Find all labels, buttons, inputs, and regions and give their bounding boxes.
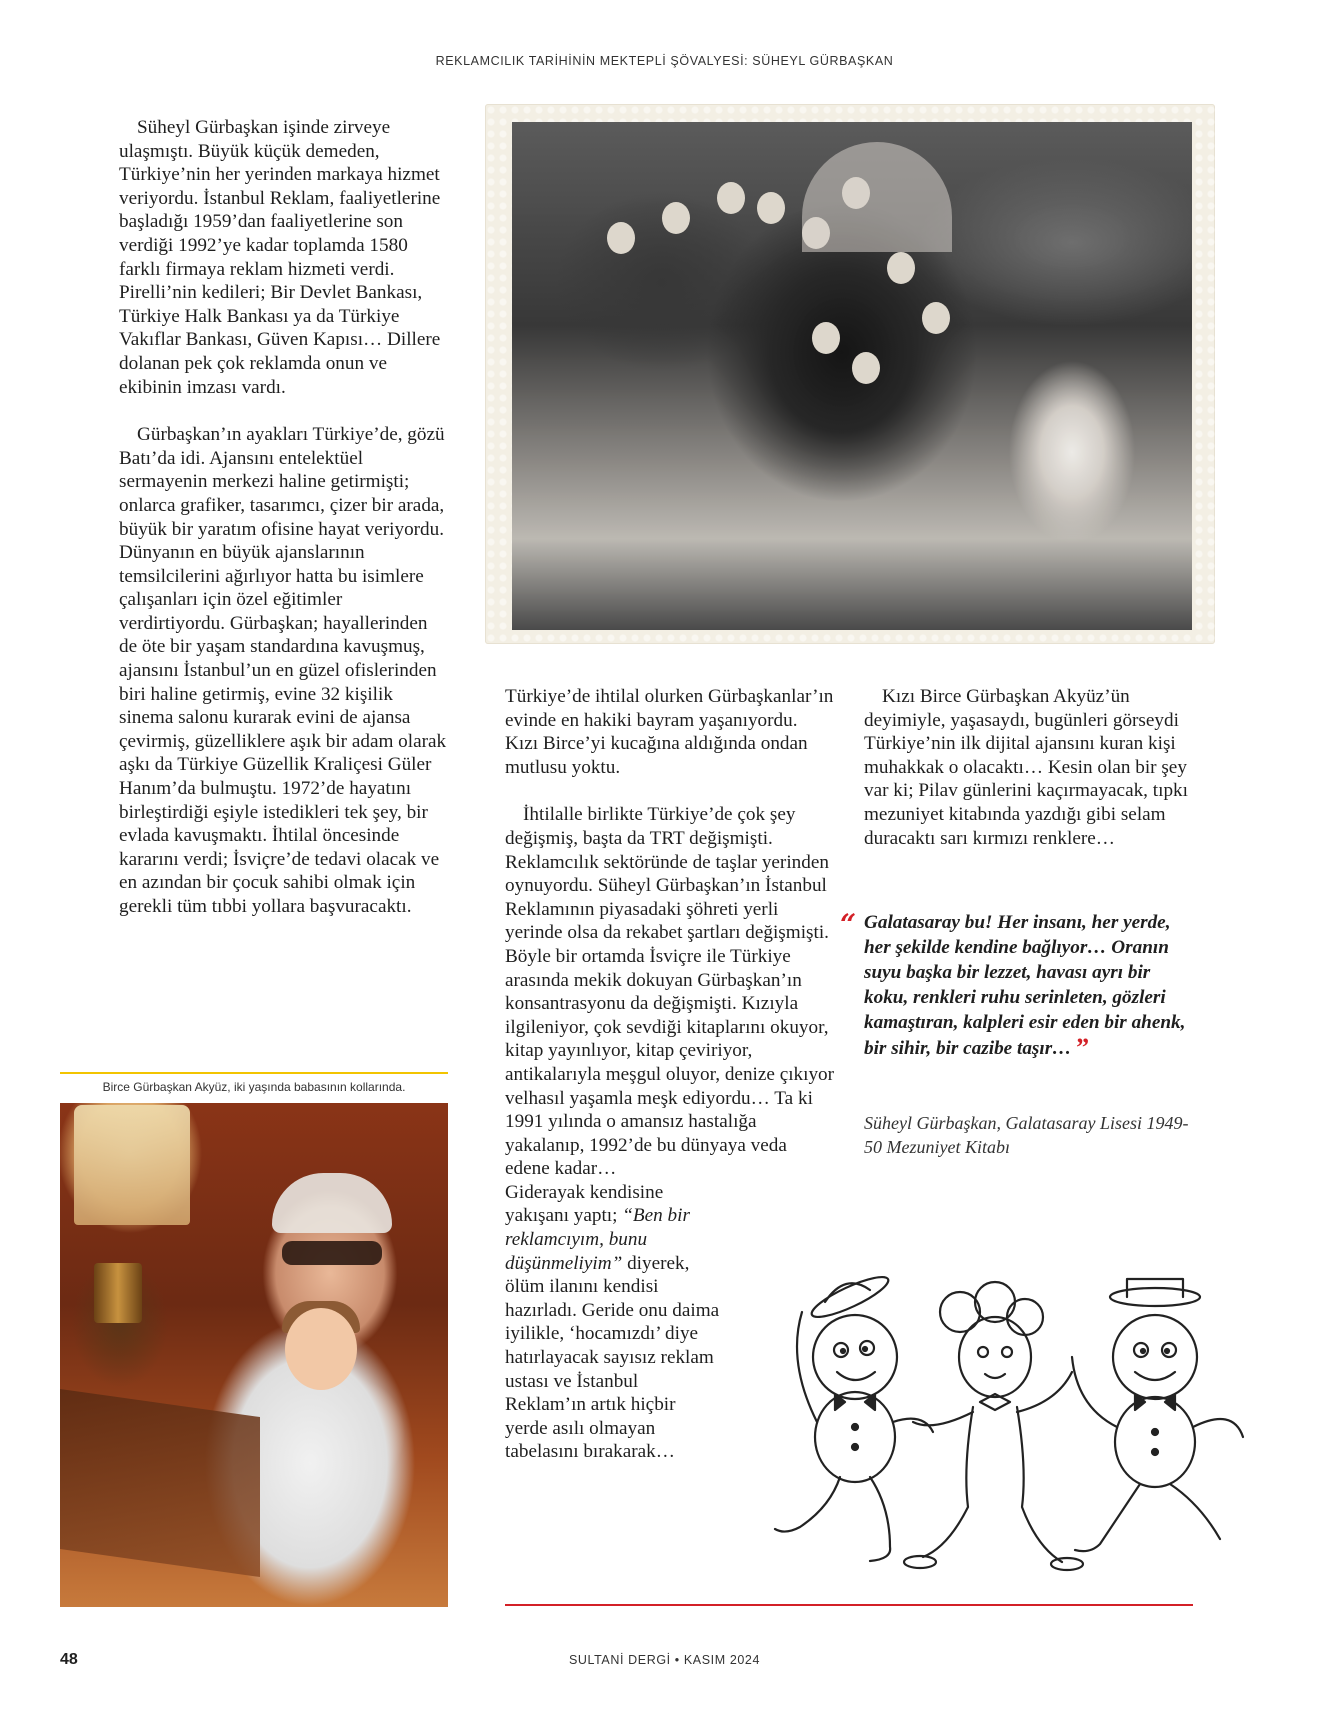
group-photo [512,122,1192,630]
paragraph: Gürbaşkan’ın ayakları Türkiye’de, gözü Batı’da idi. Ajansını entelektüel sermayenin merkezi haline getirmişti; onlarca grafiker, tasarımcı, çizer bir arada, büyük bir yaratım ofisine hayat veriyordu. Dünyanın en büyük ajanslarının temsilcilerini ağırlıyor hatta bu isimlere çalışanları için özel eğitimler verdirtiyordu. Gürbaşkan; hayallerinden de öte bir yaşam standardına kavuşmuş, ajansını İstanbul’un en güzel ofislerinden biri haline getirmiş, evine 32 kişilik sinema salonu kurarak evini de ajansa çevirmiş, güzelliklere aşık bir adam olarak aşkı da Türkiye Güzellik Kraliçesi Güler Hanım’da bulmuştu. 1972’de hayatını birleştirdiği eşiyle istedikleri tek şey, bir evlada kavuşmaktı. İhtilal öncesinde kararını verdi; İsviçre’de tedavi olacak ve en azından bir çocuk sahibi olmak için gerekli tüm tıbbi yollara başvuracaktı. [119,424,447,917]
open-quote-mark: “ [840,908,857,941]
paragraph-text: Giderayak kendisine yakışanı yaptı; [505,1181,664,1227]
table [60,1389,260,1577]
photo-figure [887,252,915,284]
running-head: REKLAMCILIK TARİHİNİN MEKTEPLİ ŞÖVALYESİ: SÜHEYL GÜRBAŞKAN [435,54,894,68]
pull-quote-text-wrap [842,910,1187,1061]
photo-figure [717,182,745,214]
baby-face [285,1308,357,1390]
paragraph-text: diyerek, ölüm ilanını kendisi hazırladı. Geride onu daima iyilikle, ‘hocamızdı’ diye hatırlayacak sayısız reklam ustası ve İstanbul Reklam’ın artık hiçbir yerde asılı olmayan tabelasını bırakarak… [505,1252,720,1463]
sunglasses [282,1241,382,1265]
group-photo-frame [485,104,1215,644]
publication-footer: SULTANİ DERGİ • KASIM 2024 [568,1653,761,1667]
photo-caption: Birce Gürbaşkan Akyüz, iki yaşında babasının kollarında. [102,1080,406,1094]
article-column-3 [864,685,1204,874]
pull-quote [842,910,1187,1061]
quote-attribution: Süheyl Gürbaşkan, Galatasaray Lisesi 1949-50 Mezuniyet Kitabı [864,1113,1189,1157]
bottom-red-rule [505,1604,1193,1606]
photo-figure [852,352,880,384]
lamp-base [94,1263,142,1323]
close-quote-mark: ” [1076,1033,1090,1062]
paragraph: Kızı Birce Gürbaşkan Akyüz’ün deyimiyle, yaşasaydı, bugünleri görseydi Türkiye’nin ilk dijital ajansını kuran kişi muhakkak o olacaktı… Kesin olan bir şey var ki; Pilav günlerini kaçırmayacak, tıpkı mezuniyet kitabında yazdığı gibi selam duracaktı sarı kırmızı renklere… [864,686,1188,849]
caption-rule [60,1072,448,1074]
photo-figure [842,177,870,209]
lamp-shade [74,1105,190,1225]
photo-figure [922,302,950,334]
photo-figure [802,217,830,249]
photo-figure [757,192,785,224]
cartoon-middle-character [904,1282,1083,1570]
paragraph: Süheyl Gürbaşkan işinde zirveye ulaşmıştı. Büyük küçük demeden, Türkiye’nin her yerinden markaya hizmet veriyordu. İstanbul Reklam, faaliyetlerine başladığı 1959’dan faaliyetlerine son verdiği 1992’ye kadar toplamda 1580 farklı firmaya reklam hizmeti verdi. Pirelli’nin kedileri; Bir Devlet Bankası, Türkiye Halk Bankası ya da Türkiye Vakıflar Bankası, Güven Kapısı… Dillere dolanan pek çok reklamda onun ve ekibinin imzası vardı. [119,117,441,398]
cartoon-right-character [1072,1279,1243,1551]
cartoon-left-character [775,1270,933,1561]
page-number: 48 [60,1651,78,1668]
photo-figure [812,322,840,354]
father-daughter-photo [60,1103,448,1607]
photo-figure [662,202,690,234]
quoted-phrase: “Ben bir reklamcıyım, bunu düşünmeliyim” [505,1205,690,1274]
pull-quote-text: Galatasaray bu! Her insanı, her yerde, her şekilde kendine bağlıyor… Oranın suyu başka bir lezzet, havası ayrı bir koku, renkleri ruhu serinleten, gözleri kamaştıran, kalpleri esir eden bir ahenk, bir sihir, bir cazibe taşır… [864,912,1186,1059]
paragraph [505,1181,720,1464]
paragraph: Türkiye’de ihtilal olurken Gürbaşkanlar’ın evinde en hakiki bayram yaşanıyordu. Kızı Birce’yi kucağına aldığında ondan mutlusu yoktu. [505,686,834,778]
paragraph: İhtilalle birlikte Türkiye’de çok şey değişmiş, başta da TRT değişmişti. Reklamcılık sektöründe de taşlar yerinden oynuyordu. Süheyl Gürbaşkan’ın İstanbul Reklamının piyasadaki şöhreti yerli yerinde olsa da rekabet şartları değişmişti. Böyle bir ortamda İsviçre ile Türkiye arasında mekik dokuyan Gürbaşkan’ın konsantrasyonu da değişmişti. Kızıyla ilgileniyor, çok sevdiği kitaplarını okuyor, kitap yayınlıyor, kitap çeviriyor, antikalarıyla meşgul oluyor, denize çıkıyor velhasıl yaşamla meşk ediyordu… Ta ki 1991 yılında o amansız hastalığa yakalanıp, 1992’de bu dünyaya veda edene kadar… [505,804,835,1180]
photo-figure [607,222,635,254]
dancing-cartoon-characters [755,1262,1250,1578]
article-column-1 [119,116,449,943]
hair [272,1173,392,1233]
